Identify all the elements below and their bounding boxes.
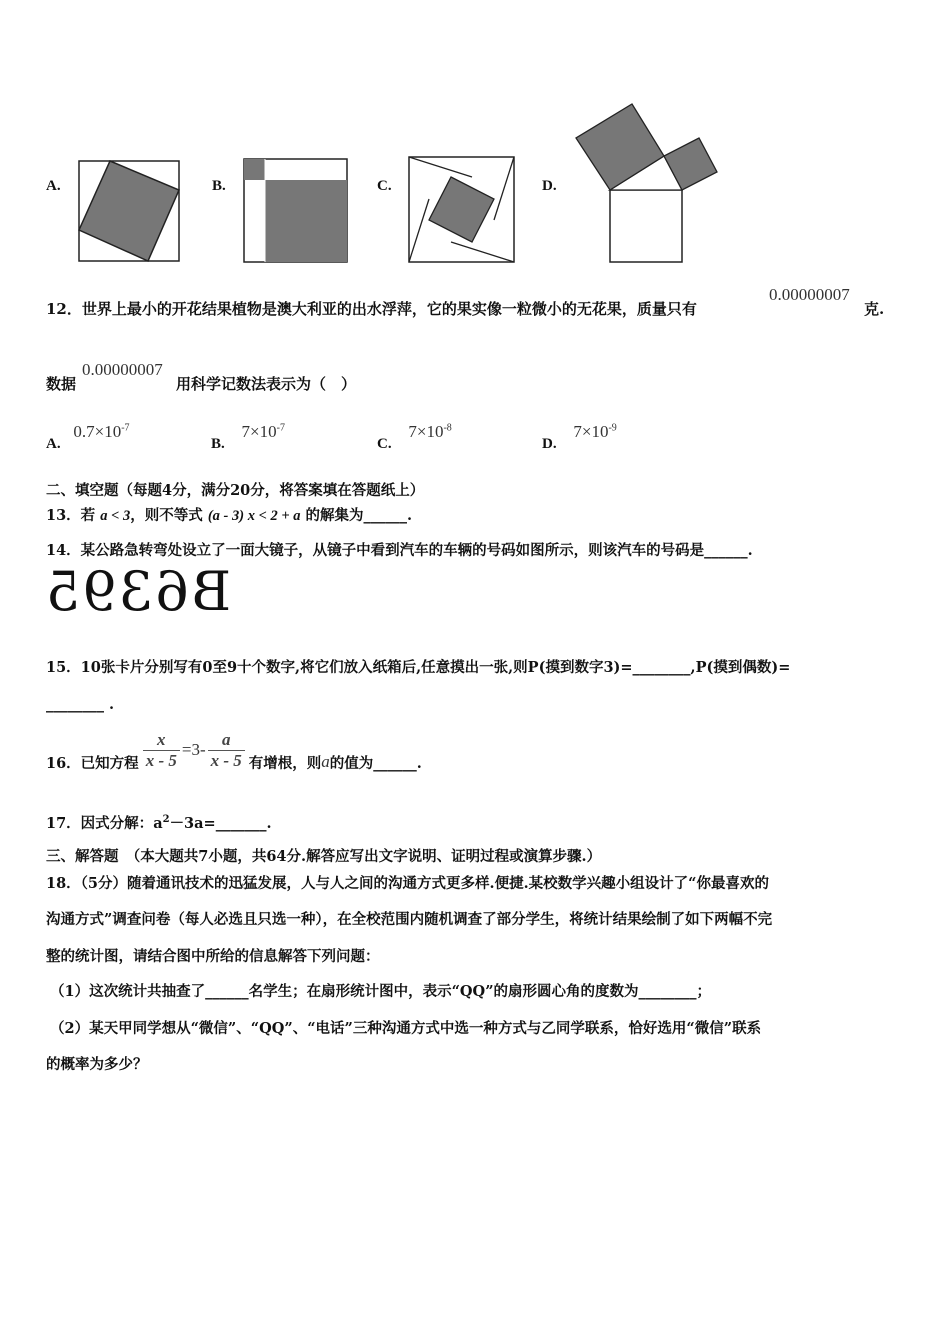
q18-sub1: （1）这次统计共抽查了______名学生；在扇形统计图中，表示“QQ”的扇形圆心角的度数为________； bbox=[50, 983, 712, 1000]
q16-den1: x - 5 bbox=[145, 750, 177, 770]
section2-heading: 二、填空题（每题4分，满分20分，将答案填在答题纸上） bbox=[46, 482, 425, 499]
q16-fraction-2 bbox=[208, 730, 245, 771]
option-d-label: D. bbox=[542, 178, 557, 194]
q12-option-c-exp: -8 bbox=[443, 422, 452, 434]
q12-line1 bbox=[46, 298, 697, 319]
q12-option-d-base: 7 bbox=[573, 422, 582, 441]
q16-variable: a bbox=[321, 752, 330, 771]
times-ten: ×10 bbox=[581, 422, 609, 441]
option-c-label: C. bbox=[377, 178, 392, 194]
section3-heading: 三、解答题 （本大题共7小题，共64分.解答应写出文字说明、证明过程或演算步骤.） bbox=[46, 848, 602, 865]
q18-sub3: 的概率为多少？ bbox=[46, 1056, 148, 1073]
q18-sub2: （2）某天甲同学想从“微信”、“QQ”、“电话”三种沟通方式中选一种方式与乙同学联系，恰好选用“微信”联系 bbox=[50, 1020, 762, 1037]
option-d-figure bbox=[572, 100, 722, 264]
q12-option-d-exp: -9 bbox=[608, 422, 617, 434]
q12-value: 0.00000007 bbox=[769, 285, 850, 304]
q17-rest: －3a=_______. bbox=[169, 815, 272, 832]
q13-prefix: 13．若 bbox=[46, 507, 96, 524]
times-ten: ×10 bbox=[416, 422, 444, 441]
q16-mid: =3- bbox=[181, 740, 206, 759]
q18-line2: 沟通方式”调查问卷（每人必选且只选一种），在全校范围内随机调查了部分学生，将统计结果绘制了如下两幅不完 bbox=[46, 911, 773, 928]
q12-data-label: 数据 bbox=[46, 375, 77, 393]
q16-prefix: 16．已知方程 bbox=[46, 754, 139, 772]
q12-option-a-exp: -7 bbox=[121, 422, 130, 434]
option-b-label: B. bbox=[212, 178, 226, 194]
q16-num2: a bbox=[208, 730, 245, 751]
q16-suffix2: 的值为______. bbox=[329, 754, 422, 772]
q18-line3: 整的统计图，请结合图中所给的信息解答下列问题： bbox=[46, 948, 380, 965]
times-ten: ×10 bbox=[94, 422, 122, 441]
q16-fraction-1 bbox=[143, 730, 180, 771]
q12-question: 用科学记数法表示为（ ） bbox=[176, 375, 357, 393]
q15-line2: ________ . bbox=[46, 696, 115, 713]
q12-option-b-label: B. bbox=[211, 436, 225, 452]
option-c-figure bbox=[408, 156, 516, 264]
plate-number: B6395 bbox=[44, 560, 232, 623]
q13-inequality: (a - 3) x < 2 + a bbox=[207, 508, 301, 524]
q12-option-c bbox=[377, 422, 452, 452]
q13-condition: a < 3 bbox=[100, 508, 131, 524]
mirrored-plate bbox=[44, 560, 231, 623]
q12-option-b-base: 7 bbox=[241, 422, 251, 441]
option-a-label: A. bbox=[46, 178, 61, 194]
q14-text: 14．某公路急转弯处设立了一面大镜子，从镜子中看到汽车的车辆的号码如图所示，则该汽车的号码是______. bbox=[46, 542, 753, 559]
q12-option-b-exp: -7 bbox=[276, 422, 285, 434]
q17-exp: 2 bbox=[162, 814, 170, 826]
q13 bbox=[46, 504, 412, 525]
q12-option-c-label: C. bbox=[377, 436, 392, 452]
q17-prefix: 17．因式分解： bbox=[46, 815, 154, 832]
q12-option-a-label: A. bbox=[46, 436, 61, 452]
q15-line1: 15．10张卡片分别写有0至9十个数字,将它们放入纸箱后,任意摸出一张,则P(摸到数字3)=________,P(摸到偶数)= bbox=[46, 659, 791, 676]
times-ten: ×10 bbox=[250, 422, 277, 441]
q17-var: a bbox=[153, 815, 163, 832]
q12-option-a bbox=[46, 422, 130, 452]
q13-mid: ，则不等式 bbox=[130, 507, 203, 524]
q16-suffix1: 有增根，则 bbox=[248, 754, 322, 772]
q12-unit: 克. bbox=[864, 300, 885, 318]
q12-value-repeat: 0.00000007 bbox=[82, 360, 163, 379]
q12-option-d bbox=[542, 422, 617, 452]
q13-suffix: 的解集为______. bbox=[305, 507, 413, 524]
q12-text1: 12．世界上最小的开花结果植物是澳大利亚的出水浮萍，它的果实像一粒微小的无花果，质量只有 bbox=[46, 300, 697, 318]
option-a-figure bbox=[78, 160, 182, 264]
option-b-figure bbox=[243, 158, 349, 264]
q18-line1: 18．（5分）随着通讯技术的迅猛发展，人与人之间的沟通方式更多样.便捷.某校数学兴趣小组设计了“你最喜欢的 bbox=[46, 875, 769, 892]
q16-num1: x bbox=[143, 730, 180, 751]
q12-option-d-label: D. bbox=[542, 436, 557, 452]
q16-den2: x - 5 bbox=[210, 750, 242, 770]
q12-option-b bbox=[211, 422, 285, 452]
q17 bbox=[46, 812, 272, 833]
q12-option-c-base: 7 bbox=[408, 422, 417, 441]
q16 bbox=[46, 728, 422, 772]
q12-option-a-base: 0.7 bbox=[73, 422, 95, 441]
